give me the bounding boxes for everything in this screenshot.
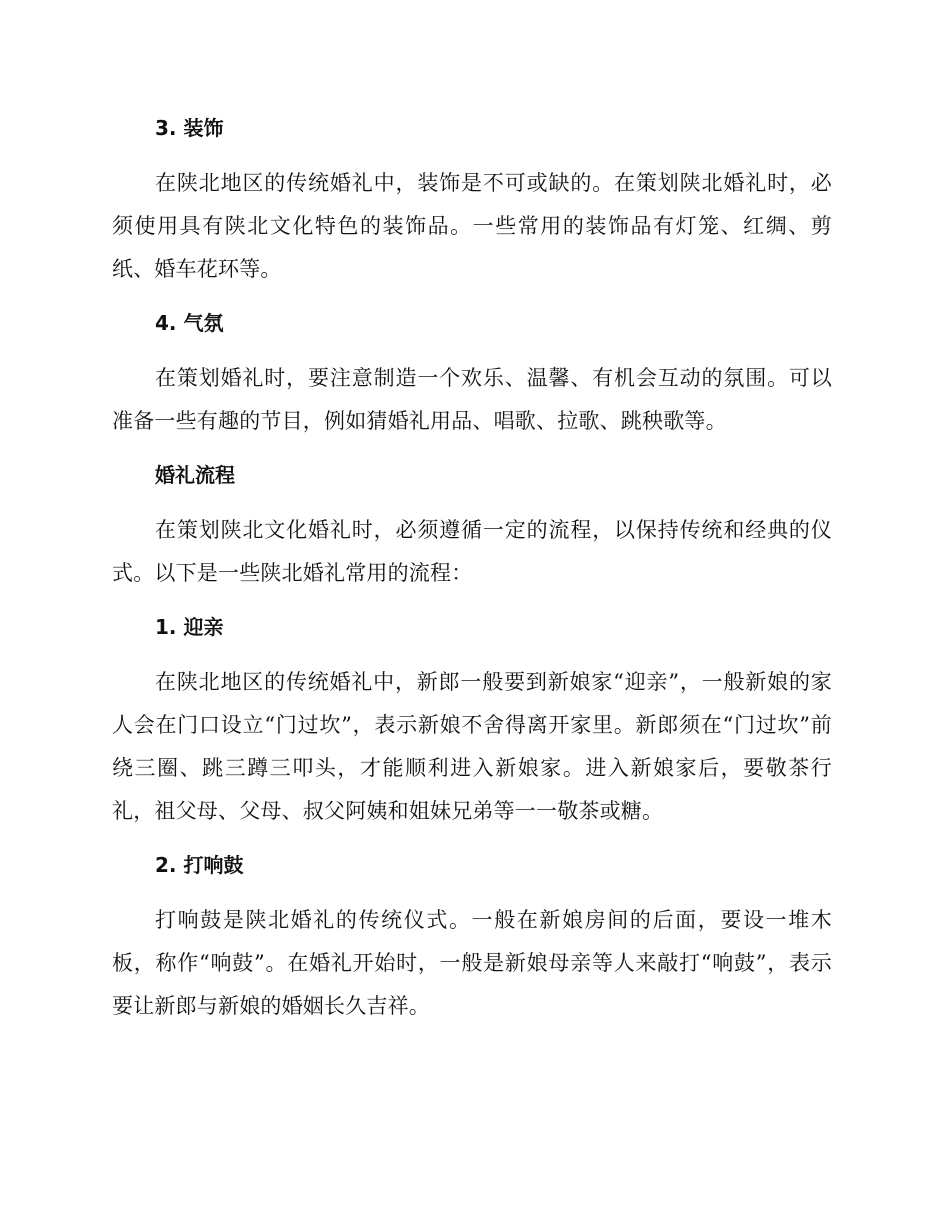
document-body xyxy=(112,108,832,1028)
section-paragraph: 打响鼓是陕北婚礼的传统仪式。一般在新娘房间的后面，要设一堆木板，称作“响鼓”。在婚礼开始时，一般是新娘母亲等人来敲打“响鼓”，表示要让新郎与新娘的婚姻长久吉祥。 xyxy=(112,908,832,1018)
section-paragraph: 在策划婚礼时，要注意制造一个欢乐、温馨、有机会互动的氛围。可以准备一些有趣的节目，例如猜婚礼用品、唱歌、拉歌、跳秧歌等。 xyxy=(112,366,832,433)
section-heading: 1. 迎亲 xyxy=(155,615,224,639)
section-paragraph: 在策划陕北文化婚礼时，必须遵循一定的流程，以保持传统和经典的仪式。以下是一些陕北婚礼常用的流程： xyxy=(112,518,832,585)
section-decoration xyxy=(112,108,832,303)
section-paragraph: 在陕北地区的传统婚礼中，装饰是不可或缺的。在策划陕北婚礼时，必须使用具有陕北文化特色的装饰品。一些常用的装饰品有灯笼、红绸、剪纸、婚车花环等。 xyxy=(112,171,832,281)
section-welcoming-bride xyxy=(112,607,832,845)
section-atmosphere xyxy=(112,303,832,455)
section-heading: 2. 打响鼓 xyxy=(155,853,244,877)
section-heading: 3. 装饰 xyxy=(155,116,224,140)
section-paragraph: 在陕北地区的传统婚礼中，新郎一般要到新娘家“迎亲”，一般新娘的家人会在门口设立“门过坎”，表示新娘不舍得离开家里。新郎须在“门过坎”前绕三圈、跳三蹲三叩头，才能顺利进入新娘家。进入新娘家后，要敬茶行礼，祖父母、父母、叔父阿姨和姐妹兄弟等一一敬茶或糖。 xyxy=(112,670,832,823)
section-drum-beating xyxy=(112,845,832,1028)
section-wedding-process xyxy=(112,455,832,607)
section-heading: 4. 气氛 xyxy=(155,311,224,335)
section-heading: 婚礼流程 xyxy=(155,463,235,487)
